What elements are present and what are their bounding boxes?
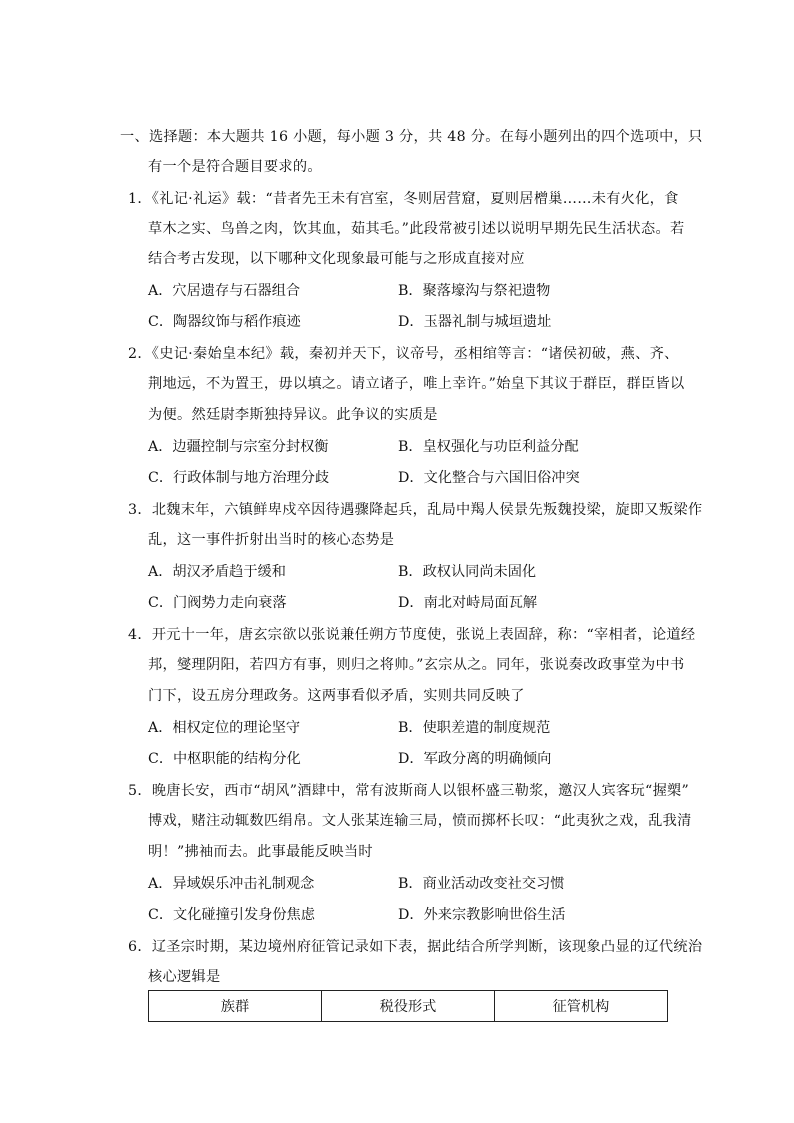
question-4-line-3: 门下，设五房分理政务。这两事看似矛盾，实则共同反映了	[148, 688, 525, 704]
question-5-option-c: C．文化碰撞引发身份焦虑	[148, 907, 315, 923]
question-5-line-1: 5．晚唐长安，西市“胡风”酒肆中，常有波斯商人以银杯盛三勒浆，邀汉人宾客玩“握槊”	[128, 783, 690, 799]
question-5-line-3: 明！”拂袖而去。此事最能反映当时	[148, 844, 373, 860]
question-1-line-3: 结合考古发现，以下哪种文化现象最可能与之形成直接对应	[148, 251, 525, 267]
question-5-line-2: 博戏，赌注动辄数匹绢帛。文人张某连输三局，愤而掷杯长叹：“此夷狄之戏，乱我清	[148, 813, 692, 829]
question-3-option-a: A．胡汉矛盾趋于缓和	[148, 564, 286, 580]
question-4-line-2: 邦，燮理阴阳，若四方有事，则归之将帅。”玄宗从之。同年，张说奏改政事堂为中书	[148, 657, 685, 673]
table-header-row	[149, 991, 668, 1022]
table-header-agency: 征管机构	[495, 991, 668, 1022]
question-1-line-1: 1．《礼记·礼运》载：“昔者先王未有宫室，冬则居营窟，夏则居橧巢……未有火化，食	[128, 191, 679, 207]
table-header-tax-form: 税役形式	[322, 991, 495, 1022]
question-1-line-2: 草木之实、鸟兽之肉，饮其血，茹其毛。”此段常被引述以说明早期先民生活状态。若	[148, 221, 685, 237]
question-2-line-3: 为便。然廷尉李斯独持异议。此争议的实质是	[148, 407, 438, 423]
question-2-line-1: 2．《史记·秦始皇本纪》载，秦初并天下，议帝号，丞相绾等言：“诸侯初破，燕、齐、	[128, 346, 679, 362]
question-5-option-d: D．外来宗教影响世俗生活	[398, 907, 566, 923]
question-6-line-1: 6．辽圣宗时期，某边境州府征管记录如下表，据此结合所学判断，该现象凸显的辽代统治	[128, 939, 703, 955]
question-3-line-1: 3．北魏末年，六镇鲜卑戍卒因待遇骤降起兵，乱局中羯人侯景先叛魏投梁，旋即又叛梁作	[128, 502, 703, 518]
levy-records-table	[148, 990, 668, 1022]
question-2-option-b: B．皇权强化与功臣利益分配	[398, 439, 579, 455]
question-3-option-b: B．政权认同尚未固化	[398, 564, 537, 580]
question-4-option-b: B．使职差遣的制度规范	[398, 720, 551, 736]
question-3-option-d: D．南北对峙局面瓦解	[398, 595, 538, 611]
question-4-option-d: D．军政分离的明确倾向	[398, 751, 552, 767]
question-3-line-2: 乱，这一事件折射出当时的核心态势是	[148, 532, 395, 548]
question-1-option-d: D．玉器礼制与城垣遗址	[398, 314, 552, 330]
question-2-line-2: 荆地远，不为置王，毋以填之。请立诸子，唯上幸许。”始皇下其议于群臣，群臣皆以	[148, 376, 685, 392]
question-5-option-b: B．商业活动改变社交习惯	[398, 876, 565, 892]
question-4-option-c: C．中枢职能的结构分化	[148, 751, 301, 767]
question-1-option-b: B．聚落壕沟与祭祀遗物	[398, 283, 551, 299]
section-heading-line-1: 一、选择题：本大题共 16 小题，每小题 3 分，共 48 分。在每小题列出的四个选项中，只	[120, 129, 703, 145]
question-1-option-c: C．陶器纹饰与稻作痕迹	[148, 314, 301, 330]
question-6-line-2: 核心逻辑是	[148, 969, 221, 985]
question-1-option-a: A．穴居遗存与石器组合	[148, 283, 301, 299]
question-2-option-d: D．文化整合与六国旧俗冲突	[398, 470, 580, 486]
question-5-option-a: A．异域娱乐冲击礼制观念	[148, 876, 315, 892]
section-heading-line-2: 有一个是符合题目要求的。	[148, 159, 322, 175]
question-4-line-1: 4．开元十一年，唐玄宗欲以张说兼任朔方节度使，张说上表固辞，称：“宰相者，论道经	[128, 627, 696, 643]
question-2-option-a: A．边疆控制与宗室分封权衡	[148, 439, 329, 455]
question-4-option-a: A．相权定位的理论坚守	[148, 720, 301, 736]
question-3-option-c: C．门阀势力走向衰落	[148, 595, 287, 611]
question-2-option-c: C．行政体制与地方治理分歧	[148, 470, 330, 486]
table-header-ethnic-group: 族群	[149, 991, 322, 1022]
